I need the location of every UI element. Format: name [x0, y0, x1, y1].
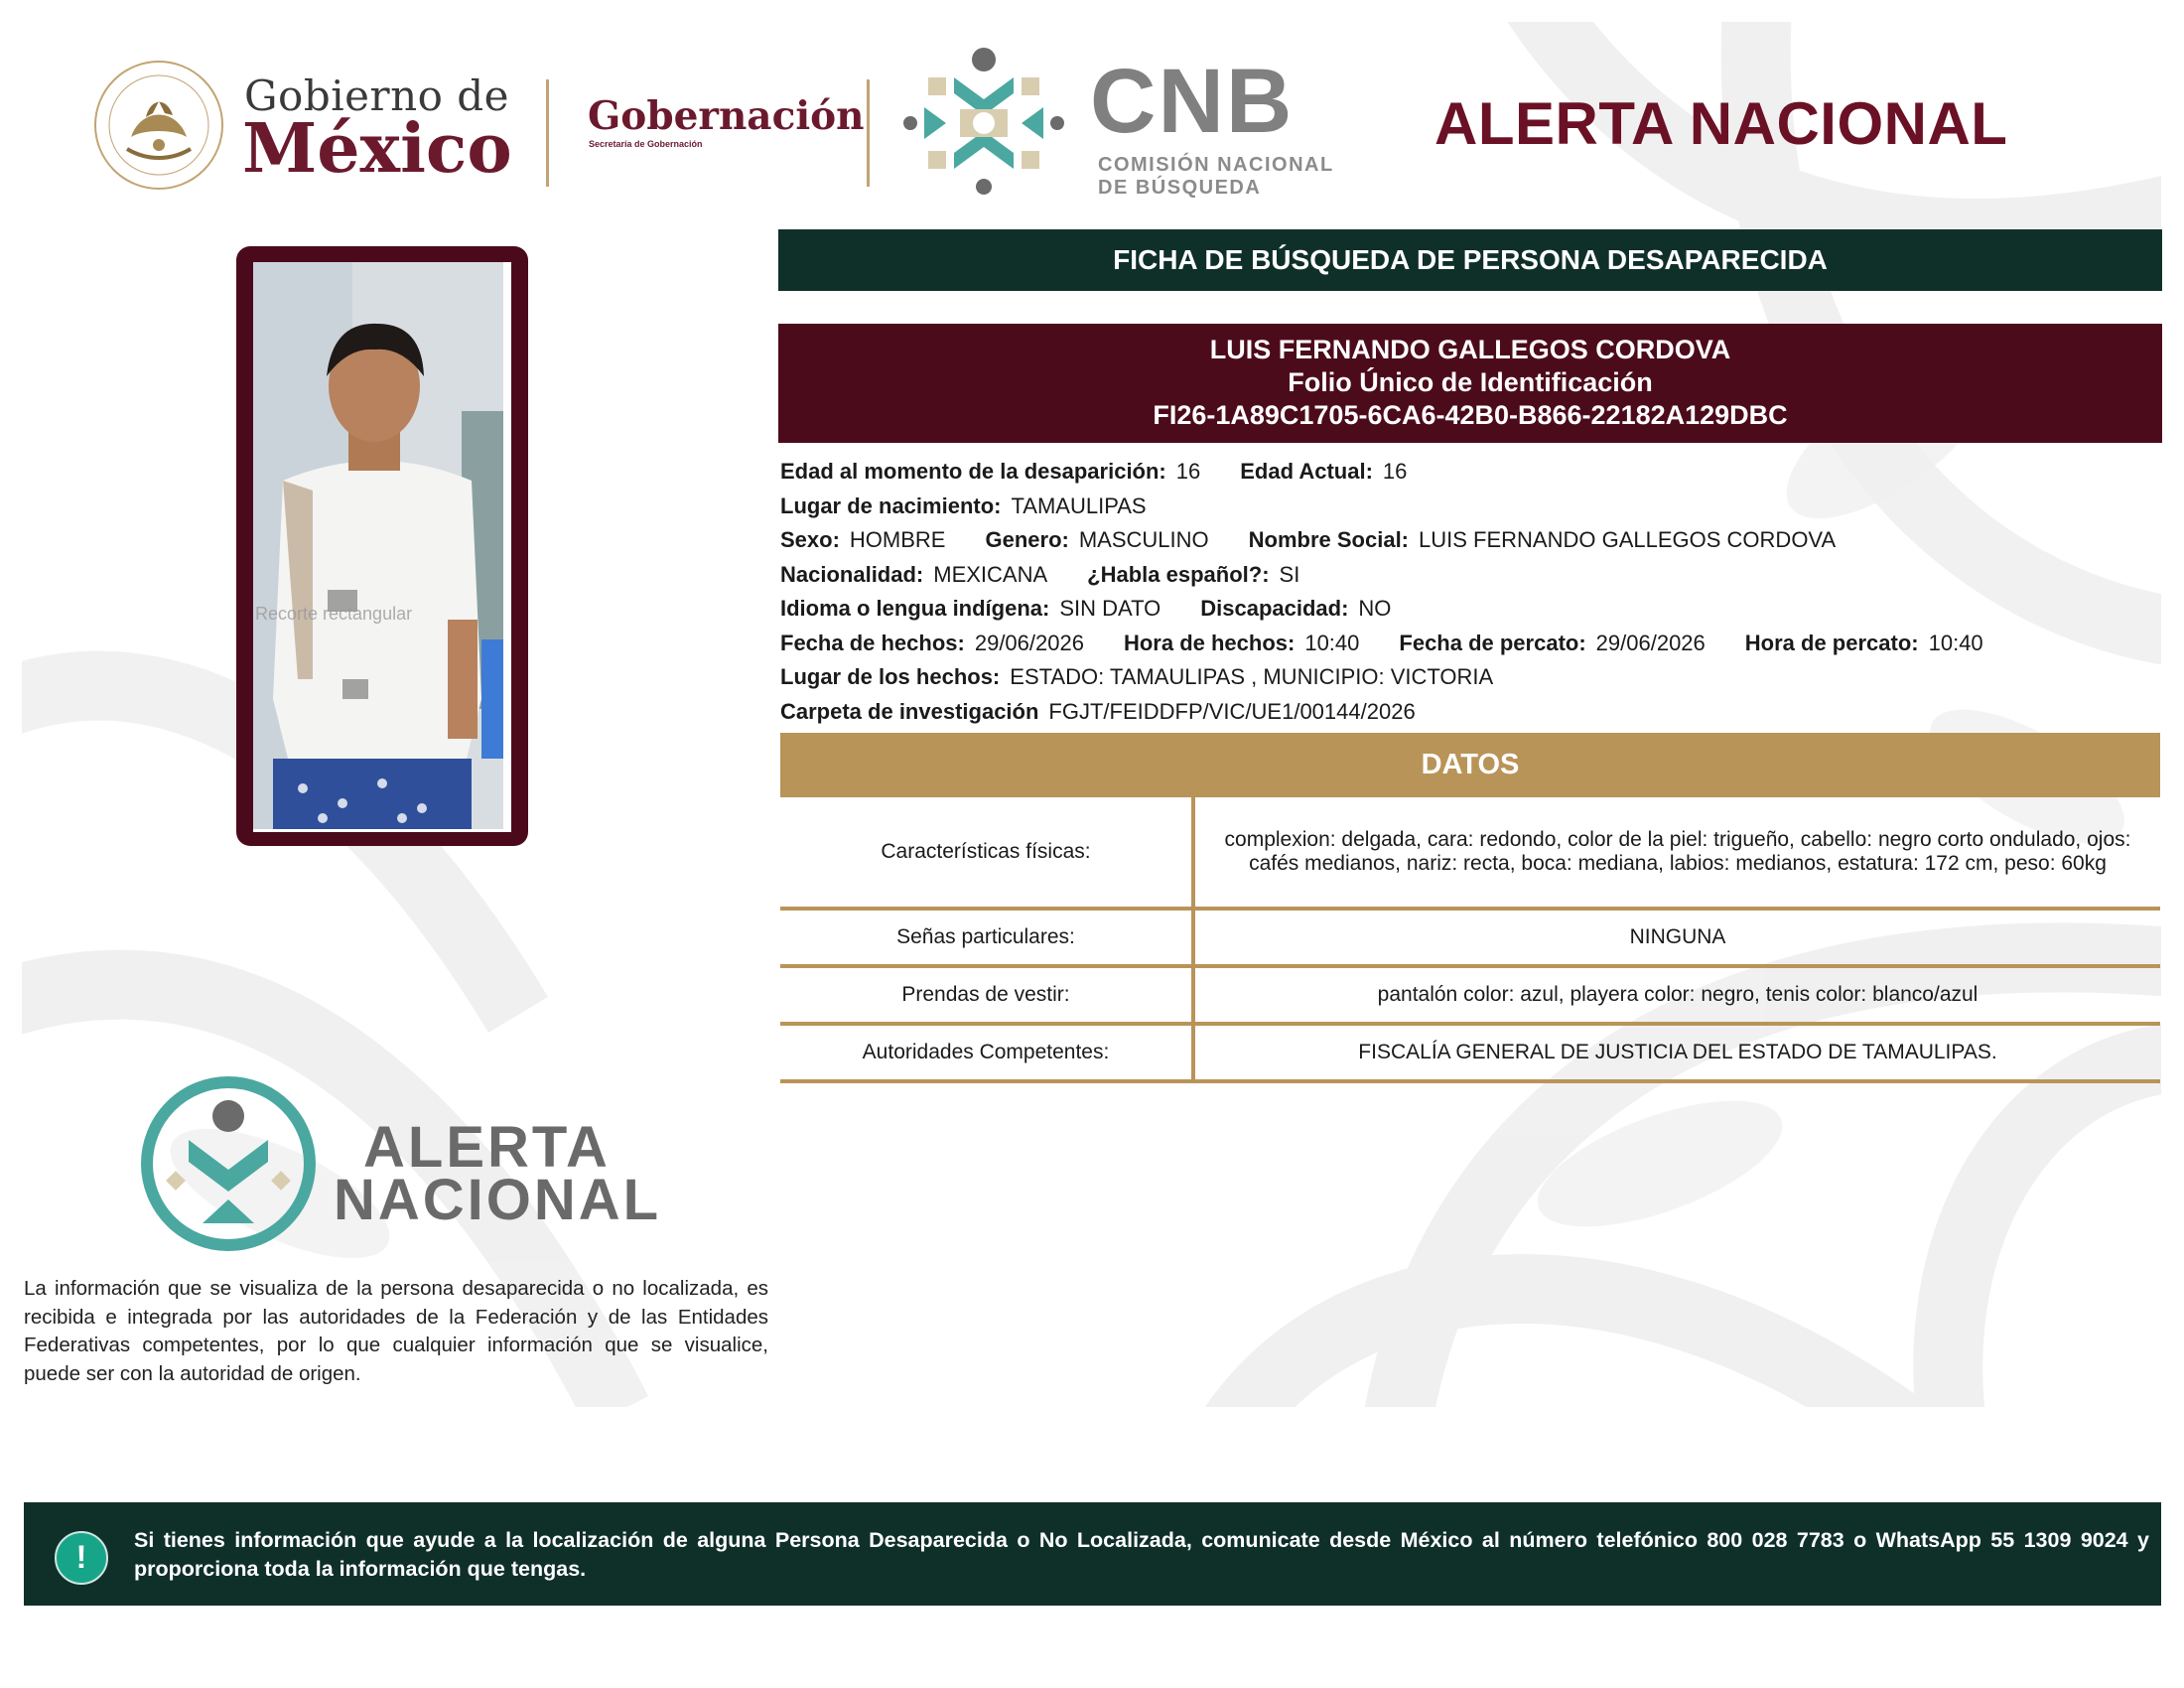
details-row [780, 660, 2160, 695]
detail-value: 29/06/2026 [1595, 630, 1706, 655]
photo-crop-caption: Recorte rectangular [255, 604, 413, 624]
header-divider [546, 79, 549, 187]
detail-label: Edad al momento de la desaparición: [780, 459, 1166, 484]
details-row [780, 490, 2160, 524]
alert-exclamation-icon: ! [55, 1531, 108, 1585]
gobernacion-logo-text: Gobernación [588, 93, 865, 139]
missing-person-photo [253, 262, 503, 829]
detail-value: ESTADO: TAMAULIPAS , MUNICIPIO: VICTORIA [1010, 664, 1494, 689]
detail-value: MASCULINO [1078, 527, 1209, 552]
detail-value: 10:40 [1304, 630, 1360, 655]
person-details [780, 455, 2160, 729]
detail-label: Fecha de hechos: [780, 630, 965, 655]
detail-value: NO [1358, 596, 1392, 621]
details-row [780, 455, 2160, 490]
detail-value: LUIS FERNANDO GALLEGOS CORDOVA [1419, 527, 1837, 552]
detail-label: Genero: [985, 527, 1069, 552]
detail-label: Idioma o lengua indígena: [780, 596, 1050, 621]
details-row [780, 558, 2160, 593]
cnb-name-line2: DE BÚSQUEDA [1098, 177, 1262, 199]
detail-label: Carpeta de investigación [780, 698, 1039, 724]
datos-row [780, 1024, 2160, 1081]
datos-value: complexion: delgada, cara: redondo, color de la piel: trigueño, cabello: negro corto ondulado, ojos: cafés medianos, nariz: recta, boca: mediana, labios: medianos, estatura: 172 cm, peso: 60kg [1193, 797, 2160, 909]
ficha-title-bar: FICHA DE BÚSQUEDA DE PERSONA DESAPARECIDA [778, 229, 2162, 291]
datos-label: Señas particulares: [780, 909, 1193, 966]
detail-label: Fecha de percato: [1399, 630, 1586, 655]
datos-table [780, 797, 2160, 1083]
person-name-box [778, 324, 2162, 443]
detail-value: TAMAULIPAS [1011, 492, 1147, 518]
detail-label: Sexo: [780, 527, 840, 552]
footer-contact-text: Si tienes información que ayude a la localización de alguna Persona Desaparecida o No Localizada, comunicate desde México al número telefónico 800 028 7783 o WhatsApp 55 1309 9024 y proporciona toda la información que tengas. [134, 1528, 2149, 1581]
detail-label: Discapacidad: [1200, 596, 1349, 621]
disclaimer-text: La información que se visualiza de la persona desaparecida o no localizada, es recibida e integrada por las autoridades de la Federación y de las Entidades Federativas competentes, por lo que cualquier información que se visualice, puede ser con la autoridad de origen. [24, 1277, 768, 1385]
cnb-name-line1: COMISIÓN NACIONAL [1098, 154, 1334, 176]
detail-value: SI [1279, 561, 1300, 587]
detail-value: 29/06/2026 [974, 630, 1084, 655]
datos-value: pantalón color: azul, playera color: negro, tenis color: blanco/azul [1193, 966, 2160, 1024]
folio-value: FI26-1A89C1705-6CA6-42B0-B866-22182A129DBC [1153, 400, 1788, 430]
datos-value: NINGUNA [1193, 909, 2160, 966]
detail-label: Hora de percato: [1744, 630, 1919, 655]
person-name: LUIS FERNANDO GALLEGOS CORDOVA [1209, 335, 1731, 364]
detail-value: SIN DATO [1059, 596, 1161, 621]
datos-label: Características físicas: [780, 797, 1193, 909]
detail-label: Lugar de nacimiento: [780, 492, 1002, 518]
detail-label: Edad Actual: [1240, 459, 1373, 484]
detail-label: Nacionalidad: [780, 561, 924, 587]
datos-row [780, 797, 2160, 909]
cnb-acronym: CNB [1090, 51, 1295, 152]
detail-label: Nombre Social: [1248, 527, 1410, 552]
datos-row [780, 909, 2160, 966]
detail-value: 16 [1175, 459, 1201, 484]
datos-header: DATOS [780, 733, 2160, 797]
detail-value: FGJT/FEIDDFP/VIC/UE1/00144/2026 [1048, 698, 1416, 724]
details-row [780, 592, 2160, 627]
detail-label: Lugar de los hechos: [780, 664, 1001, 689]
datos-label: Autoridades Competentes: [780, 1024, 1193, 1081]
detail-label: Hora de hechos: [1123, 630, 1296, 655]
header-divider [867, 79, 870, 187]
alerta-logo-word2: NACIONAL [334, 1168, 662, 1232]
datos-label: Prendas de vestir: [780, 966, 1193, 1024]
cnb-emblem-icon [898, 38, 1069, 209]
detail-value: MEXICANA [933, 561, 1048, 587]
datos-value: FISCALÍA GENERAL DE JUSTICIA DEL ESTADO DE TAMAULIPAS. [1193, 1024, 2160, 1081]
gobierno-de-mexico-line1: Gobierno de [244, 71, 510, 120]
gobierno-de-mexico-line2: México [242, 109, 512, 189]
details-row [780, 523, 2160, 558]
mexico-coat-of-arms-icon [91, 58, 226, 193]
details-row [780, 695, 2160, 730]
alerta-nacional-logo-icon [139, 1074, 318, 1253]
detail-label: ¿Habla español?: [1087, 561, 1270, 587]
detail-value: 16 [1382, 459, 1408, 484]
folio-label: Folio Único de Identificación [1288, 367, 1653, 397]
details-row [780, 627, 2160, 661]
detail-value: 10:40 [1928, 630, 1983, 655]
detail-value: HOMBRE [849, 527, 946, 552]
datos-row [780, 966, 2160, 1024]
alerta-logo-word1: ALERTA [363, 1115, 611, 1180]
alerta-nacional-title: ALERTA NACIONAL [1434, 90, 2008, 157]
gobernacion-subtitle: Secretaría de Gobernación [589, 139, 703, 149]
